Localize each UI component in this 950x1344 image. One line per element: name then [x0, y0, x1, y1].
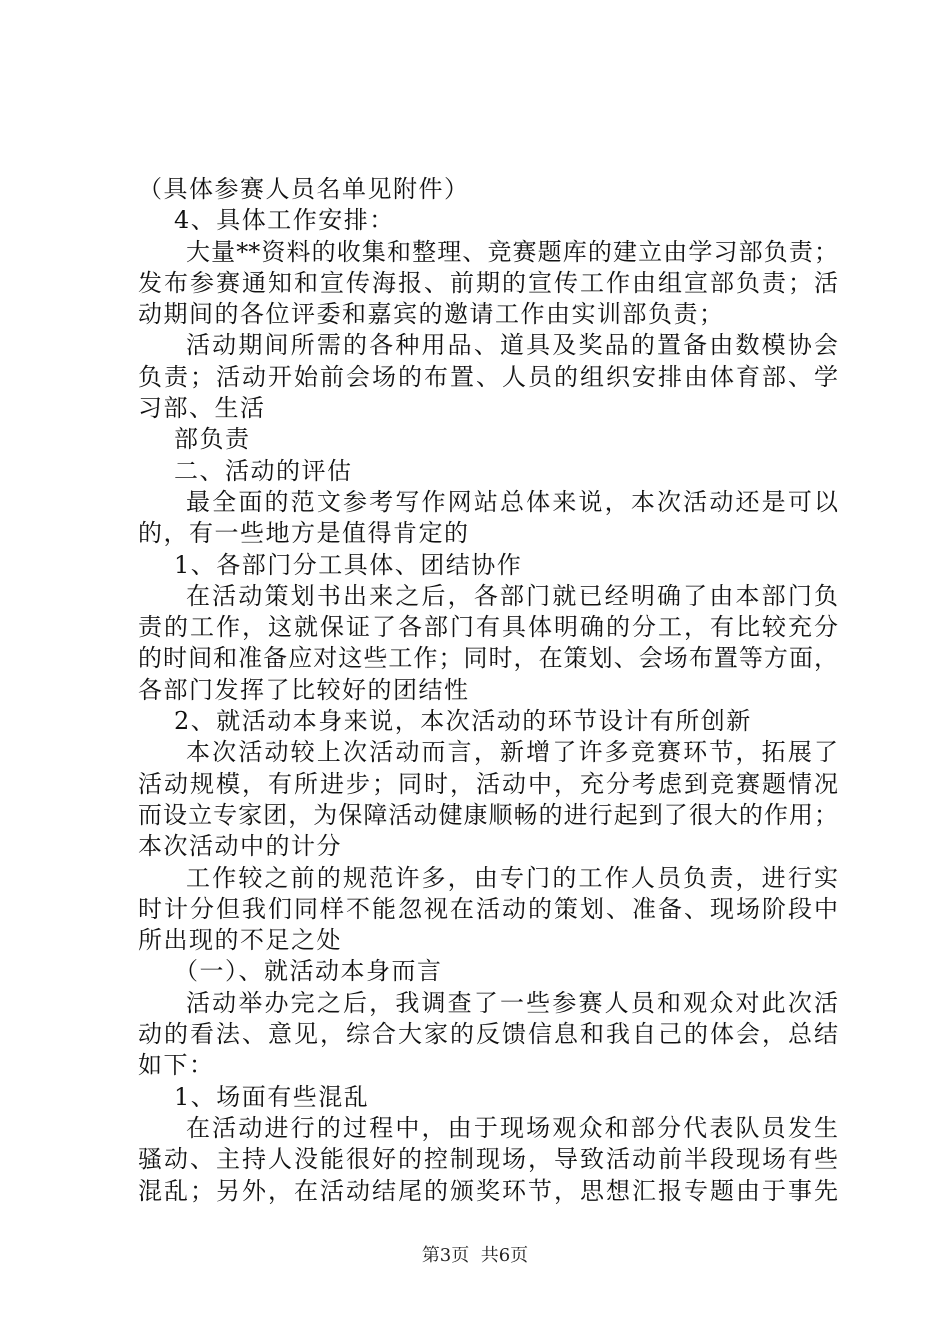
text-line: 动期间的各位评委和嘉宾的邀请工作由实训部负责； — [138, 300, 725, 329]
text-line: 发布参赛通知和宣传海报、前期的宣传工作由组宣部负责；活 — [138, 268, 838, 297]
text-line: 习部、生活 — [138, 394, 266, 423]
text-line: 2、就活动本身来说，本次活动的环节设计有所创新 — [174, 707, 752, 736]
text-line: 1、各部门分工具体、团结协作 — [174, 550, 523, 579]
text-line: 的，有一些地方是值得肯定的 — [138, 519, 470, 548]
text-line: 1、场面有些混乱 — [174, 1082, 370, 1111]
text-line: 本次活动中的计分 — [138, 832, 342, 861]
text-line: 活动举办完之后，我调查了一些参赛人员和观众对此次活 — [186, 988, 838, 1017]
text-line: 最全面的范文参考写作网站总体来说，本次活动还是可以 — [186, 487, 838, 516]
text-line: 时计分但我们同样不能忽视在活动的策划、准备、现场阶段中 — [138, 894, 838, 923]
text-line: 工作较之前的规范许多，由专门的工作人员负责，进行实 — [186, 863, 838, 892]
text-line: 如下： — [138, 1051, 215, 1080]
text-line: 骚动、主持人没能很好的控制现场，导致活动前半段现场有些 — [138, 1145, 838, 1174]
text-line: 混乱；另外，在活动结尾的颁奖环节，思想汇报专题由于事先 — [138, 1176, 838, 1205]
text-line: 本次活动较上次活动而言，新增了许多竞赛环节，拓展了 — [186, 738, 838, 767]
document-body — [138, 174, 838, 1207]
text-line: 责的工作，这就保证了各部门有具体明确的分工，有比较充分 — [138, 613, 838, 642]
text-line: 所出现的不足之处 — [138, 926, 342, 955]
text-line: （一）、就活动本身而言 — [174, 957, 443, 986]
text-line: 在活动策划书出来之后，各部门就已经明确了由本部门负 — [186, 581, 838, 610]
page-footer — [0, 1241, 950, 1267]
text-line: 的时间和准备应对这些工作；同时，在策划、会场布置等方面， — [138, 644, 838, 673]
text-line: （具体参赛人员名单见附件） — [138, 175, 470, 203]
text-line: 部负责 — [174, 425, 251, 454]
text-line: 而设立专家团，为保障活动健康顺畅的进行起到了很大的作用； — [138, 800, 838, 829]
text-line: 二、活动的评估 — [174, 456, 353, 485]
text-line: 各部门发挥了比较好的团结性 — [138, 675, 470, 704]
text-line: 动的看法、意见，综合大家的反馈信息和我自己的体会，总结 — [138, 1020, 838, 1049]
text-line: 在活动进行的过程中，由于现场观众和部分代表队员发生 — [186, 1113, 838, 1142]
text-line: 大量**资料的收集和整理、竞赛题库的建立由学习部负责； — [186, 237, 838, 266]
text-line: 4、具体工作安排： — [174, 206, 395, 235]
page-number: 第3页 共6页 — [421, 1245, 529, 1266]
text-line: 活动规模，有所进步；同时，活动中，充分考虑到竞赛题情况 — [138, 769, 838, 798]
text-line: 负责；活动开始前会场的布置、人员的组织安排由体育部、学 — [138, 362, 838, 391]
text-line: 活动期间所需的各种用品、道具及奖品的置备由数模协会 — [186, 331, 838, 360]
